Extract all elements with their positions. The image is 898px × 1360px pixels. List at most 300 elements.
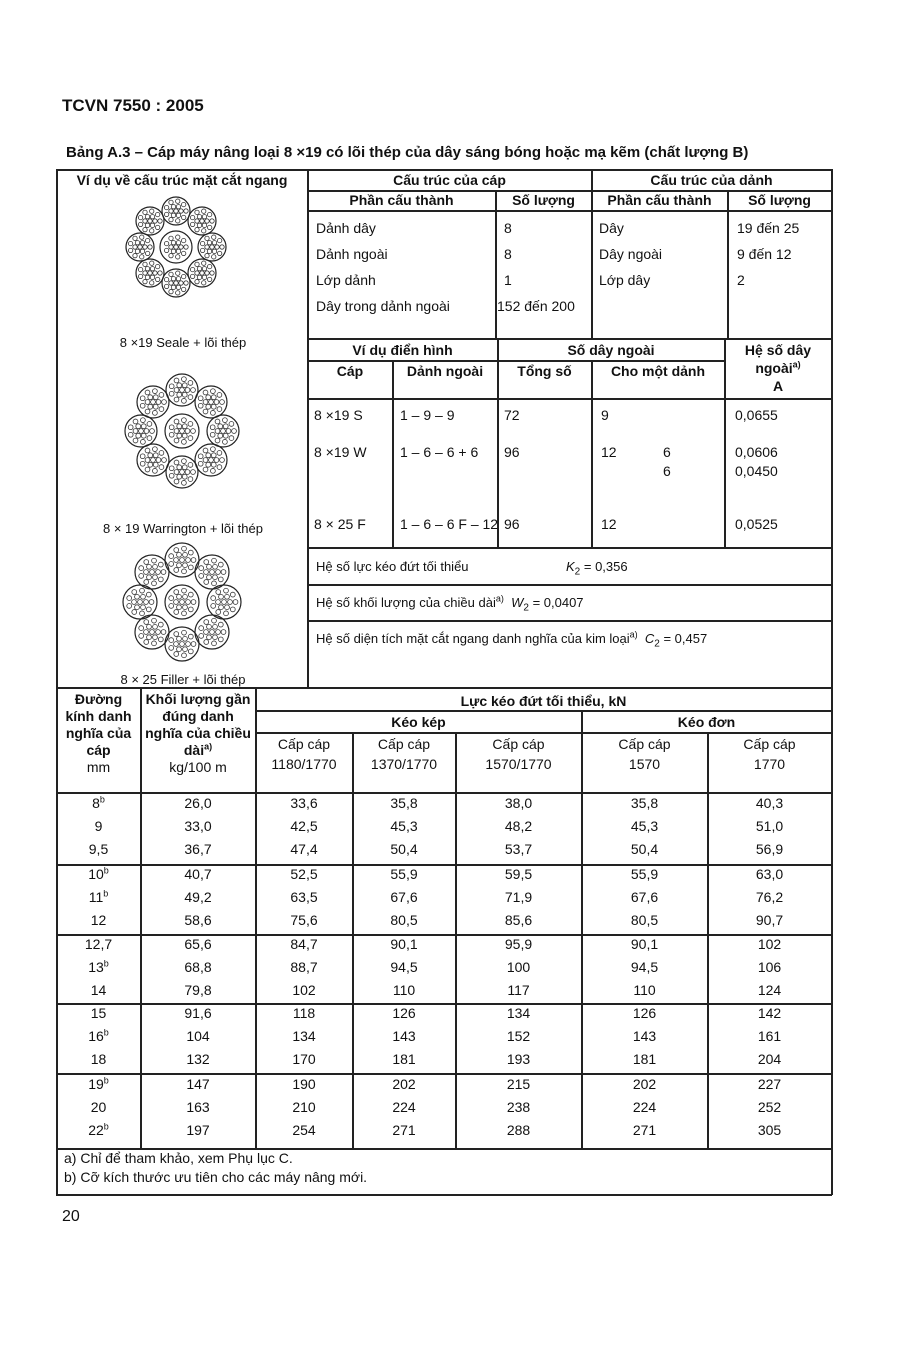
wire-dot — [144, 620, 149, 625]
force-cell: 118 — [292, 1005, 316, 1021]
wire-dot — [177, 594, 182, 599]
wire-dot — [156, 570, 161, 575]
wire-dot — [180, 470, 185, 475]
wire-dot — [143, 227, 147, 231]
wire-dot — [182, 546, 187, 551]
footnote-a: a) Chỉ để tham khảo, xem Phụ lục C. — [64, 1150, 293, 1166]
wire-dot — [212, 249, 216, 253]
force-cell: 254 — [292, 1122, 316, 1138]
mass-header: Khối lượng gần đúng danh nghĩa của chiều dài$^{a)}$ kg/100 m — [145, 691, 251, 775]
wire-dot — [195, 279, 199, 283]
wire-dot — [207, 240, 211, 244]
wire-dot — [138, 274, 142, 278]
wire-dot — [215, 419, 220, 424]
wire-dot — [188, 436, 193, 441]
example-strand: 1 – 9 – 9 — [400, 407, 455, 423]
wire-dot — [174, 632, 179, 637]
diameter-cell: 9 — [94, 818, 103, 834]
force-cell: 38,0 — [504, 795, 533, 811]
wire-dot — [215, 245, 219, 249]
wire-dot — [204, 640, 209, 645]
wire-dot — [221, 570, 226, 575]
wire-dot — [214, 400, 219, 405]
wire-dot — [138, 245, 142, 249]
wire-dot — [148, 462, 153, 467]
wire-dot — [133, 236, 137, 240]
wire-dot — [232, 429, 237, 434]
wire-dot — [174, 388, 179, 393]
diameter-cell: 10$^b$ — [88, 865, 109, 882]
force-cell: 40,3 — [755, 795, 784, 811]
wire-dot — [203, 467, 208, 472]
wire-dot — [198, 396, 203, 401]
strand-row-qty: 2 — [737, 272, 745, 288]
wire-dot — [151, 400, 156, 405]
wire-dot — [188, 565, 193, 570]
wire-dot — [223, 424, 228, 429]
example-cable: 8 ×19 S — [314, 407, 363, 423]
mass-cell: 65,6 — [184, 936, 212, 952]
wire-dot — [174, 610, 179, 615]
wire-dot — [199, 566, 204, 571]
wire-dot — [127, 604, 132, 609]
wire-dot — [169, 200, 173, 204]
wire-dot — [155, 264, 159, 268]
wire-dot — [150, 429, 155, 434]
strand-row-qty: 9 đến 12 — [737, 246, 792, 262]
wire-dot — [212, 240, 216, 244]
wire-dot — [164, 241, 168, 245]
force-cell: 224 — [392, 1099, 416, 1115]
wire-dot — [181, 215, 185, 219]
factor-header-line3: A — [772, 378, 784, 394]
wire-dot — [195, 210, 199, 214]
wire-dot — [156, 630, 161, 635]
wire-dot — [159, 451, 164, 456]
wire-dot — [214, 458, 219, 463]
cap-row-qty: 152 đến 200 — [497, 298, 575, 314]
wire-dot — [218, 637, 223, 642]
wire-dot — [169, 596, 174, 601]
wire-dot — [190, 274, 194, 278]
force-cell: 52,5 — [290, 866, 318, 882]
wire-dot — [147, 635, 152, 640]
wire-dot — [139, 429, 144, 434]
wire-dot — [222, 600, 227, 605]
force-cell: 53,7 — [504, 841, 533, 857]
wire-dot — [213, 635, 218, 640]
wire-dot — [150, 261, 154, 265]
wire-dot — [141, 594, 146, 599]
wire-dot — [211, 410, 216, 415]
wire-dot — [199, 626, 204, 631]
wire-dot — [155, 212, 159, 216]
wire-dot — [144, 560, 149, 565]
wire-dot — [145, 448, 150, 453]
diameter-cell: 16$^b$ — [88, 1027, 109, 1044]
force-cell: 181 — [632, 1051, 657, 1067]
wire-dot — [184, 281, 188, 285]
wire-dot — [210, 219, 214, 223]
wire-dot — [183, 563, 188, 568]
double-pull-header: Kéo kép — [391, 714, 446, 730]
wire-dot — [153, 468, 158, 473]
mass-cell: 26,0 — [184, 795, 212, 811]
single-pull-header: Kéo đơn — [677, 714, 736, 730]
wire-dot — [223, 418, 228, 423]
wire-dot — [164, 212, 168, 216]
wire-dot — [135, 240, 139, 244]
wire-dot — [174, 479, 179, 484]
wire-dot — [217, 238, 221, 242]
force-cell: 126 — [632, 1005, 657, 1021]
wire-dot — [211, 395, 216, 400]
wire-dot — [140, 235, 144, 239]
wire-dot — [207, 575, 212, 580]
example-per: 12 — [601, 444, 617, 460]
wire-dot — [143, 245, 147, 249]
force-cell: 56,9 — [755, 841, 784, 857]
force-cell: 42,5 — [290, 818, 318, 834]
outer-strand-col-header: Dảnh ngoài — [406, 363, 484, 379]
wire-dot — [174, 642, 179, 647]
force-cell: 94,5 — [630, 959, 659, 975]
wire-dot — [174, 568, 179, 573]
wire-dot — [180, 429, 185, 434]
table-caption: Bảng A.3 – Cáp máy nâng loại 8 ×19 có lõi thép của dây sáng bóng hoặc mạ kẽm (chất lượng B) — [66, 144, 749, 161]
wire-dot — [177, 465, 182, 470]
wire-dot — [182, 653, 187, 658]
wire-dot — [153, 219, 157, 223]
wire-dot — [183, 647, 188, 652]
force-cell: 90,1 — [390, 936, 418, 952]
wire-dot — [174, 438, 179, 443]
example-factor: 0,0655 — [735, 407, 778, 423]
wire-dot — [140, 240, 144, 244]
mass-cell: 58,6 — [184, 912, 212, 928]
cap-row-name: Dảnh dây — [316, 220, 376, 236]
wire-dot — [212, 558, 217, 563]
force-cell: 88,7 — [290, 959, 318, 975]
wire-dot — [205, 219, 209, 223]
wire-dot — [183, 552, 188, 557]
wire-dot — [162, 400, 167, 405]
wire-dot — [182, 424, 187, 429]
force-cell: 45,3 — [390, 818, 418, 834]
wire-dot — [140, 461, 145, 466]
force-cell: 202 — [392, 1076, 416, 1092]
wire-dot — [197, 275, 201, 279]
wire-dot — [158, 219, 162, 223]
wire-dot — [191, 470, 196, 475]
wire-dot — [169, 236, 173, 240]
force-cell: 75,6 — [290, 912, 318, 928]
grade-header: Cấp cáp 1180/1770 — [271, 736, 337, 772]
wire-dot — [174, 590, 179, 595]
wire-dot — [182, 611, 187, 616]
wire-dot — [218, 562, 223, 567]
wire-dot — [145, 223, 149, 227]
force-cell: 126 — [392, 1005, 416, 1021]
wire-dot — [140, 403, 145, 408]
wire-dot — [212, 618, 217, 623]
wire-dot — [171, 240, 175, 244]
wire-dot — [155, 277, 159, 281]
wire-dot — [147, 422, 152, 427]
wire-dot — [158, 577, 163, 582]
wire-dot — [218, 622, 223, 627]
wire-dot — [182, 630, 187, 635]
strand-row-name: Dây — [599, 220, 624, 236]
wire-dot — [174, 548, 179, 553]
wire-dot — [153, 635, 158, 640]
wire-dot — [159, 465, 164, 470]
force-cell: 50,4 — [390, 841, 418, 857]
diameter-cell: 15 — [90, 1005, 107, 1021]
factor-header-line2: ngoài$^{a)}$ — [755, 359, 801, 376]
wire-dot — [143, 262, 147, 266]
wire-dot — [215, 429, 220, 434]
wire-dot — [176, 249, 180, 253]
wire-dot — [151, 458, 156, 463]
filler-label: 8 × 25 Filler + lõi thép — [120, 672, 246, 687]
wire-dot — [144, 630, 149, 635]
wire-dot — [221, 429, 226, 434]
wire-dot — [139, 566, 144, 571]
force-cell: 67,6 — [630, 889, 659, 905]
wire-dot — [203, 448, 208, 453]
wire-dot — [177, 424, 182, 429]
wire-dot — [174, 429, 179, 434]
wire-dot — [219, 594, 224, 599]
wire-dot — [188, 649, 193, 654]
k2-value: $K_2 = 0,356$ — [566, 559, 628, 578]
wire-dot — [213, 575, 218, 580]
example-cable: 8 ×19 W — [314, 444, 367, 460]
mass-cell: 79,8 — [184, 982, 212, 998]
wire-dot — [127, 596, 132, 601]
wire-dot — [207, 624, 212, 629]
cap-component-header: Phần cấu thành — [349, 192, 454, 208]
force-cell: 35,8 — [630, 795, 659, 811]
diameter-cell: 13$^b$ — [88, 958, 109, 975]
wire-dot — [144, 600, 149, 605]
wire-dot — [184, 245, 188, 249]
diameter-cell: 9,5 — [88, 841, 109, 857]
wire-dot — [182, 569, 187, 574]
force-cell: 90,7 — [755, 912, 784, 928]
strand-row-name: Lớp dây — [599, 272, 651, 288]
grade-header: Cấp cáp 1770 — [743, 736, 796, 772]
wire-dot — [169, 425, 174, 430]
wire-dot — [202, 209, 206, 213]
wire-dot — [156, 400, 161, 405]
strand-structure-header: Cấu trúc của dảnh — [650, 172, 773, 188]
wire-dot — [202, 223, 206, 227]
wire-dot — [143, 210, 147, 214]
wire-dot — [188, 381, 193, 386]
wire-dot — [150, 229, 154, 233]
cable-col-header: Cáp — [336, 363, 364, 379]
wire-dot — [182, 459, 187, 464]
wire-dot — [217, 451, 222, 456]
wire-dot — [171, 213, 175, 217]
wire-dot — [171, 204, 175, 208]
wire-dot — [145, 409, 150, 414]
grade-header: Cấp cáp 1370/1770 — [370, 736, 438, 772]
wire-dot — [202, 266, 206, 270]
wire-dot — [176, 291, 180, 295]
wire-dot — [207, 264, 211, 268]
wire-dot — [191, 429, 196, 434]
wire-dot — [141, 433, 146, 438]
diameter-cell: 22$^b$ — [88, 1121, 109, 1138]
wire-dot — [230, 607, 235, 612]
wire-dot — [138, 222, 142, 226]
diameter-header: Đường kính danh nghĩa của cáp mm — [65, 691, 132, 775]
cap-row-qty: 8 — [504, 246, 512, 262]
wire-dot — [132, 600, 137, 605]
wire-dot — [169, 466, 174, 471]
wire-dot — [210, 271, 214, 275]
wire-dot — [177, 392, 182, 397]
wire-dot — [204, 570, 209, 575]
wire-dot — [200, 248, 204, 252]
wire-dot — [181, 287, 185, 291]
wire-dot — [150, 223, 154, 227]
wire-dot — [176, 219, 180, 223]
wire-dot — [145, 238, 149, 242]
wire-dot — [174, 245, 178, 249]
mass-cell: 104 — [186, 1028, 210, 1044]
wire-dot — [140, 454, 145, 459]
wire-dot — [223, 433, 228, 438]
wire-dot — [153, 462, 158, 467]
mass-cell: 33,0 — [184, 818, 212, 834]
wire-dot — [128, 241, 132, 245]
wire-dot — [218, 577, 223, 582]
force-cell: 143 — [392, 1028, 416, 1044]
wire-dot — [188, 592, 193, 597]
force-cell: 142 — [757, 1005, 782, 1021]
wire-dot — [158, 562, 163, 567]
wire-dot — [153, 453, 158, 458]
wire-dot — [216, 600, 221, 605]
wire-dot — [204, 620, 209, 625]
force-cell: 305 — [757, 1122, 782, 1138]
wire-dot — [140, 255, 144, 259]
mass-cell: 147 — [186, 1076, 210, 1092]
wire-dot — [185, 470, 190, 475]
wire-dot — [179, 281, 183, 285]
wire-dot — [225, 594, 230, 599]
example-total: 96 — [504, 444, 520, 460]
wire-dot — [145, 400, 150, 405]
cap-row-name: Dây trong dảnh ngoài — [316, 298, 450, 314]
example-total: 72 — [504, 407, 520, 423]
wire-dot — [153, 575, 158, 580]
w2-row: Hệ số khối lượng của chiều dài$^{a)}$ $W_2 = 0,0407$ — [316, 593, 584, 614]
wire-dot — [212, 235, 216, 239]
wire-dot — [211, 447, 216, 452]
wire-dot — [181, 238, 185, 242]
wire-dot — [132, 610, 137, 615]
example-strand: 1 – 6 – 6 + 6 — [400, 444, 479, 460]
wire-dot — [188, 395, 193, 400]
wire-dot — [158, 622, 163, 627]
wire-dot — [211, 596, 216, 601]
wire-dot — [147, 564, 152, 569]
wire-dot — [176, 271, 180, 275]
wire-dot — [144, 640, 149, 645]
wire-dot — [188, 634, 193, 639]
wire-dot — [159, 407, 164, 412]
force-cell: 102 — [292, 982, 316, 998]
wire-dot — [145, 390, 150, 395]
wire-dot — [176, 204, 180, 208]
example-cable: 8 × 25 F — [314, 516, 366, 532]
wire-dot — [188, 607, 193, 612]
wire-dot — [211, 604, 216, 609]
wire-dot — [210, 630, 215, 635]
wire-dot — [135, 249, 139, 253]
example-factor: 0,0606 — [735, 444, 778, 460]
cross-section-header: Ví dụ về cấu trúc mặt cắt ngang — [76, 172, 288, 188]
wire-dot — [204, 580, 209, 585]
wire-dot — [128, 432, 133, 437]
force-cell: 181 — [392, 1051, 416, 1067]
filler-rope-figure — [118, 538, 246, 666]
wire-dot — [141, 605, 146, 610]
wire-dot — [180, 642, 185, 647]
wire-dot — [177, 605, 182, 610]
wire-dot — [174, 600, 179, 605]
example-per: 9 — [601, 407, 609, 423]
wire-dot — [191, 388, 196, 393]
wire-dot — [145, 467, 150, 472]
wire-dot — [205, 236, 209, 240]
wire-dot — [182, 465, 187, 470]
wire-dot — [188, 463, 193, 468]
wire-dot — [164, 284, 168, 288]
wire-dot — [210, 570, 215, 575]
strand-row-qty: 19 đến 25 — [737, 220, 800, 236]
force-cell: 80,5 — [630, 912, 659, 928]
wire-dot — [216, 630, 221, 635]
wire-dot — [141, 418, 146, 423]
wire-dot — [182, 433, 187, 438]
wire-dot — [139, 626, 144, 631]
wire-dot — [174, 281, 178, 285]
wire-dot — [153, 564, 158, 569]
example-per: 12 — [601, 516, 617, 532]
wire-dot — [220, 400, 225, 405]
wire-dot — [211, 462, 216, 467]
wire-dot — [176, 213, 180, 217]
wire-dot — [204, 630, 209, 635]
wire-dot — [206, 395, 211, 400]
wire-dot — [146, 607, 151, 612]
wire-dot — [228, 600, 233, 605]
wire-dot — [180, 558, 185, 563]
wire-dot — [225, 605, 230, 610]
wire-dot — [146, 592, 151, 597]
wire-dot — [177, 563, 182, 568]
wire-dot — [138, 600, 143, 605]
wire-dot — [156, 458, 161, 463]
force-cell: 271 — [632, 1122, 657, 1138]
wire-dot — [186, 600, 191, 605]
